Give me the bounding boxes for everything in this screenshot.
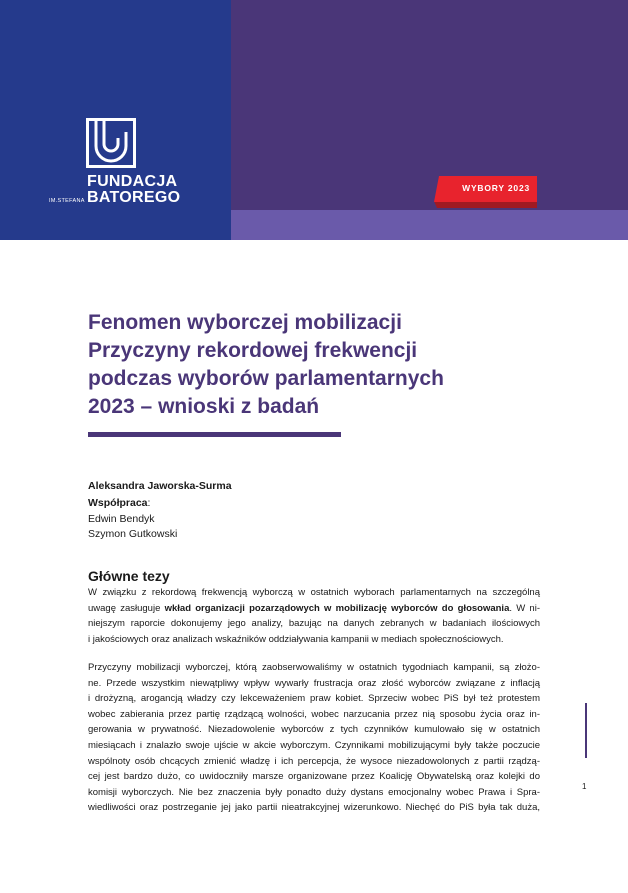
- paragraph-line: ne. Przede wszystkim niewątpliwy wpływ wywarły frustracja oraz złość wyborców związane z inflacją: [88, 677, 540, 689]
- paragraph-line: komisji wyborczych. Nie bez znaczenia były ponadto duży dystans emocjonalny wobec Prawa i Spra-: [88, 786, 540, 798]
- paragraph-line: Przyczyny mobilizacji wyborczej, którą zaobserwowaliśmy w ostatnich tygodniach kampanii, są złożo-: [88, 662, 540, 673]
- title-line-4: 2023 – wnioski z badań: [88, 395, 320, 418]
- margin-accent-rule: [585, 703, 587, 758]
- foundation-logo-icon: [86, 118, 136, 168]
- paragraph-line: cej jest bardzo dużo, co uwidoczniły marsze organizowane przez Koalicję Obywatelską oraz kolejki do: [88, 771, 540, 783]
- section-heading: Główne tezy: [88, 568, 170, 584]
- paragraph-line: i jakościowych oraz analizach wskaźników oddziaływania kampanii w mediach społecznościowych.: [88, 633, 504, 645]
- logo-text-batorego: BATOREGO: [87, 189, 181, 206]
- paragraph-2: [88, 660, 540, 816]
- paragraph-line: gerowania w prywatność. Niezadowolenie wyborców z tych czynników kumulowało się w ostatnich: [88, 724, 540, 736]
- header-purple-panel: [231, 0, 628, 210]
- paragraph-line: wobec zabierania przez partię rządzącą wolności, wobec narzucania przez nią sposobu życia oraz in-: [88, 708, 540, 720]
- author-name: Aleksandra Jaworska-Surma: [88, 480, 232, 492]
- election-tag-label: WYBORY 2023: [462, 183, 530, 193]
- paragraph-line: uwagę zasługuje wkład organizacji pozarządowych w mobilizację wyborców do głosowania. W ni-: [88, 602, 540, 614]
- paragraph-line: i drożyzną, arogancją władzy czy lekceważeniem praw kobiet. Sprzeciw wobec PiS był też protestem: [88, 693, 540, 705]
- collaborator-1: Edwin Bendyk: [88, 513, 155, 525]
- title-line-3: podczas wyborów parlamentarnych: [88, 367, 444, 390]
- title-line-2: Przyczyny rekordowej frekwencji: [88, 339, 418, 362]
- paragraph-line: wiedliwości oraz postrzeganie jej jako partii nieatrakcyjnej wizerunkowo. Niechęć do PiS była tak duża,: [88, 802, 540, 814]
- collaborator-2: Szymon Gutkowski: [88, 528, 178, 540]
- title-underline: [88, 432, 341, 437]
- paragraph-line: miesiącach i znalazło swoje ujście w akcie wyborczym. Czynnikami mobilizującymi były także poczucie: [88, 739, 540, 751]
- paragraph-line: wspólnoty osób chcących zmienić władzę i ich percepcja, że wysoce niezadowolonych z partii rządzą-: [88, 755, 540, 767]
- page-number: 1: [582, 782, 587, 791]
- report-header: [0, 0, 628, 240]
- paragraph-line: W związku z rekordową frekwencją wyborczą w ostatnich wyborach parlamentarnych na szczególną: [88, 587, 540, 598]
- paragraph-1: [88, 585, 540, 647]
- tag-ribbon-fold: [434, 201, 537, 208]
- title-line-1: Fenomen wyborczej mobilizacji: [88, 311, 402, 334]
- report-title: [88, 309, 558, 421]
- paragraph-line: niejszym raporcie dokonujemy jego analizy, bazując na danych zebranych w badaniach ilościowych: [88, 618, 540, 630]
- header-lavender-band: [231, 210, 628, 240]
- collaboration-label: Współpraca:: [88, 497, 151, 509]
- logo-text-fundacja: FUNDACJA: [87, 173, 178, 190]
- logo-text-im-stefana: IM.STEFANA: [49, 198, 85, 204]
